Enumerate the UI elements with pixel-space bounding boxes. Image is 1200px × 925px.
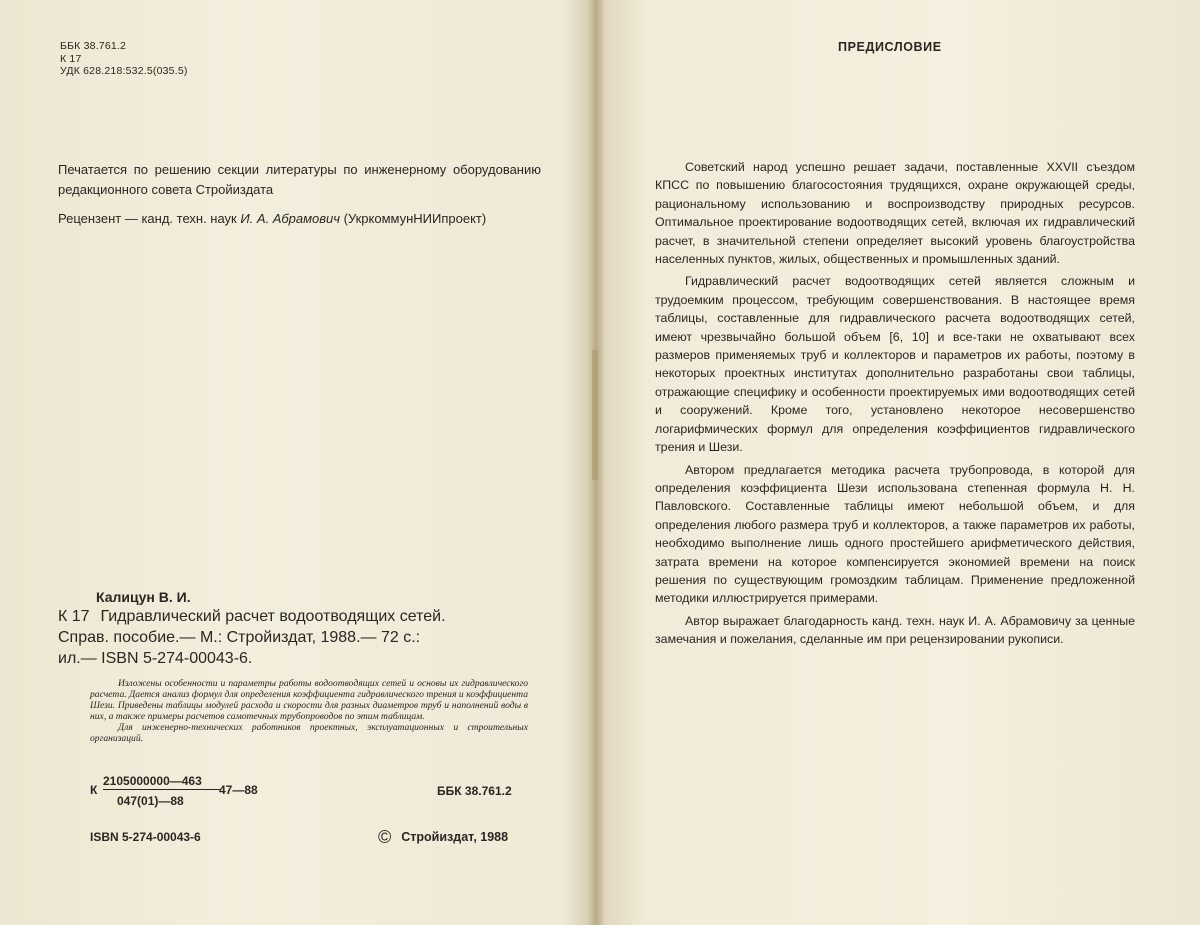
annotation: [90, 678, 528, 745]
formula-suffix: 47—88: [219, 783, 258, 797]
preface-body: [655, 158, 1135, 653]
copyright-icon: ©: [378, 827, 392, 847]
decision-text: Печатается по решению секции литературы по инженерному оборудованию редакционного совета Стройиздата: [58, 162, 541, 197]
reviewer-name: И. А. Абрамович: [240, 211, 340, 226]
preface-paragraph: Гидравлический расчет водоотводящих сетей является сложным и трудоемким процессом, требующим совершенствования. В настоящее время таблицы, составленные для гидравлического расчета водоотводящих сетей, имеют чрезвычайно большой объем [6, 10] и все-таки не охватывают всех размеров применяемых труб и коллекторов и параметров их работы, поэтому в некоторых проектных институтах дополнительно разработаны свои таблицы, отражающие специфику и особенности проектируемых ими водоотводящих сетей и сооружений. Кроме того, установлено некоторое несовершенство логарифмических формул для определения коэффициентов гидравлического трения и Шези.: [655, 274, 1135, 455]
preface-title: ПРЕДИСЛОВИЕ: [838, 40, 942, 54]
annotation-paragraph: Для инженерно-технических работников проектных, эксплуатационных и строительных организаций.: [90, 722, 528, 745]
reviewer-prefix: Рецензент — канд. техн. наук: [58, 211, 237, 226]
bbk-code-bottom: ББК 38.761.2: [437, 784, 512, 798]
biblio-code: К 17: [58, 608, 90, 625]
biblio-line-2: Справ. пособие.— М.: Стройиздат, 1988.— 72 с.:: [58, 629, 421, 646]
formula-denominator: 047(01)—88: [117, 794, 184, 808]
classification-codes: [60, 40, 188, 78]
k-code-top: К 17: [60, 52, 82, 65]
biblio-line-3: ил.— ISBN 5-274-00043-6.: [58, 650, 253, 667]
formula-letter: К: [90, 783, 98, 797]
annotation-paragraph: Изложены особенности и параметры работы водоотводящих сетей и основы их гидравлического расчета. Дается анализ формул для определения коэффициента гидравлического трения и коэффициента Шези. Приведены таблицы модулей расхода и скорости для разных диаметров труб и наполнений воды в них, а также примеры расчетов самотечных трубопроводов по этим таблицам.: [90, 678, 528, 723]
copyright: [378, 827, 508, 848]
author-name: Калицун В. И.: [96, 589, 191, 605]
publication-decision: [58, 160, 541, 229]
isbn: ISBN 5-274-00043-6: [90, 830, 201, 844]
left-page: [0, 0, 594, 925]
formula-numerator: 2105000000—463: [103, 774, 221, 790]
reviewer-line: [58, 209, 541, 229]
preface-paragraph: Автором предлагается методика расчета трубопровода, в которой для определения коэффициента Шези использована степенная формула Н. Н. Павловского. Составленные таблицы имеют небольшой объем, и для определения любого размера труб и коллекторов, а также параметров их работы, необходимо выполнение лишь одного простейшего арифметического действия, затрата времени на которое компенсируется экономией времени на поиск решения по существующим громоздким таблицам. Применение предложенной методики иллюстрируется примерами.: [655, 462, 1135, 606]
bibliographic-record: [58, 606, 534, 669]
copyright-text: Стройиздат, 1988: [401, 830, 509, 844]
reviewer-affiliation: (УкркоммунНИИпроект): [343, 211, 487, 226]
udk-code: УДК 628.218:532.5(035.5): [60, 65, 188, 77]
preface-paragraph: Советский народ успешно решает задачи, поставленные XXVII съездом КПСС по повышению благосостояния трудящихся, охране окружающей среды, рациональному использованию и воспроизводству природных ресурсов. Оптимальное проектирование водоотводящих сетей, включая их гидравлический расчет, в значительной степени определяет высокий уровень благоустройства населенных пунктов, жилых, общественных и промышленных зданий.: [655, 160, 1135, 267]
biblio-line-1: [58, 606, 534, 627]
bbk-code-top: ББК 38.761.2: [60, 40, 127, 52]
biblio-title: Гидравлический расчет водоотводящих сетей.: [100, 608, 446, 625]
preface-paragraph: Автор выражает благодарность канд. техн. наук И. А. Абрамовичу за ценные замечания и пожелания, сделанные им при рецензировании рукописи.: [655, 613, 1135, 647]
